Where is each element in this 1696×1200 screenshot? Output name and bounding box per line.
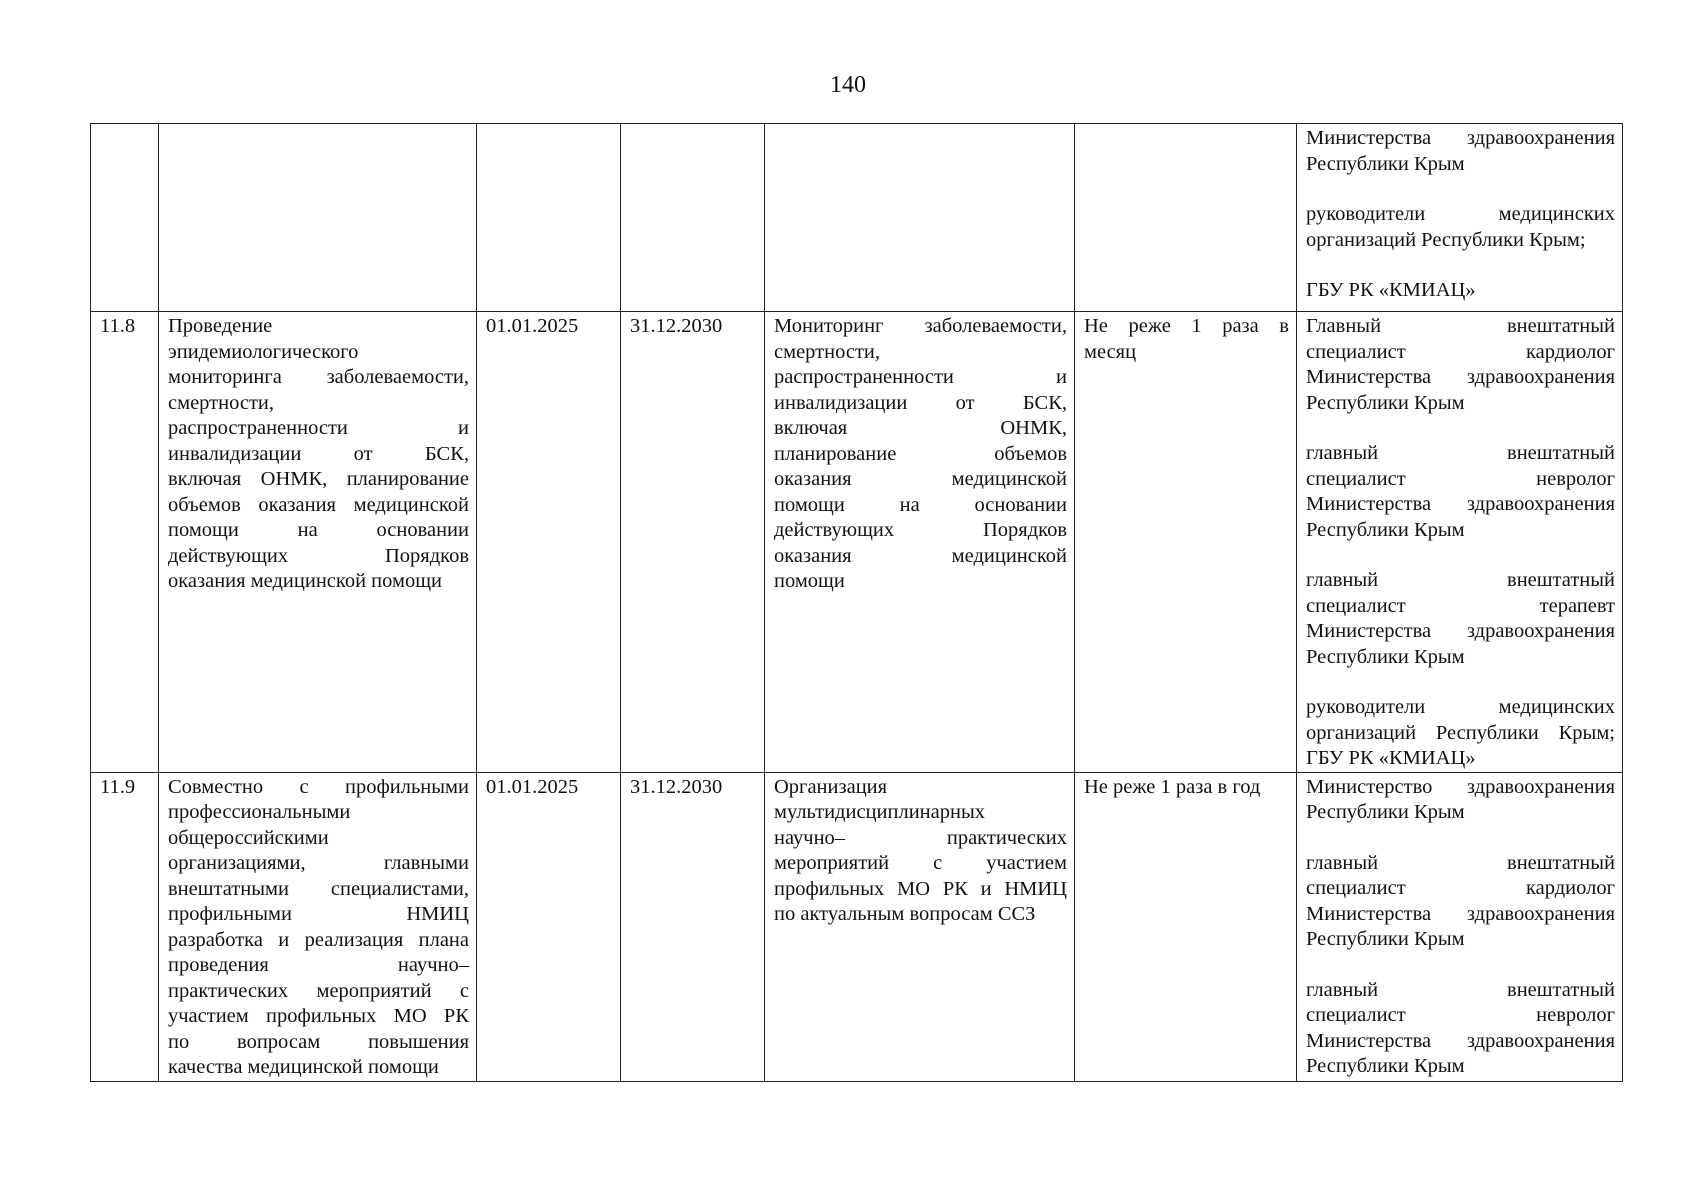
text-line: специалист кардиолог [1306, 877, 1615, 899]
text-line: действующих Порядков [168, 544, 469, 567]
text-line: ГБУ РК «КМИАЦ» [1306, 747, 1476, 769]
cell-frequency [1075, 772, 1297, 1081]
text-line: специалист терапевт [1306, 594, 1615, 617]
paragraph-gap [1306, 253, 1615, 278]
text-line: главный внештатный [1306, 569, 1615, 591]
cell-end-date: 31.12.2030 [621, 312, 765, 773]
text-line: профильными НМИЦ [168, 903, 469, 925]
text-line: Главный внештатный [1306, 315, 1615, 337]
text-line: главный внештатный [1306, 978, 1615, 1001]
text-line: внештатными специалистами, [168, 877, 469, 900]
text-line: действующих Порядков [774, 519, 1067, 541]
text-line: Министерства здравоохранения [1306, 620, 1615, 642]
text-line: руководители медицинских [1306, 696, 1615, 718]
text-line: Министерства здравоохранения [1306, 493, 1615, 515]
text-line: смертности, [774, 340, 880, 363]
text-line: специалист невролог [1306, 1004, 1615, 1026]
text-line: оказания медицинской помощи [168, 570, 442, 592]
cell-start-date [477, 124, 621, 312]
text-line: эпидемиологического [168, 340, 359, 363]
text-line: Министерства здравоохранения [1306, 366, 1615, 388]
text-line: научно– практических [774, 826, 1067, 849]
text-line: мультидисциплинарных [774, 801, 985, 823]
text-line: инвалидизации от БСК, [774, 391, 1067, 414]
cell-number: 11.9 [91, 772, 159, 1081]
text-line: разработка и реализация плана [168, 928, 469, 951]
text-line: организаций Республики Крым; [1306, 228, 1586, 251]
measures-table [90, 123, 1623, 1082]
text-line: профильных МО РК и НМИЦ [774, 877, 1067, 900]
cell-frequency [1075, 312, 1297, 773]
text-line: специалист невролог [1306, 467, 1615, 490]
text-line: организаций Республики Крым; [1306, 721, 1615, 744]
text-line: оказания медицинской [774, 544, 1067, 567]
text-line: общероссийскими [168, 826, 329, 849]
text-line: помощи [774, 570, 845, 592]
text-line: Министерства здравоохранения [1306, 1029, 1615, 1052]
text-line: Мониторинг заболеваемости, [774, 315, 1067, 337]
text-line: Министерства здравоохранения [1306, 127, 1615, 149]
text-line: Не реже 1 раза в год [1084, 775, 1261, 798]
text-line: Организация [774, 775, 888, 798]
table-row [91, 312, 1623, 773]
text-line: главный внештатный [1306, 851, 1615, 874]
text-line: распространенности и [168, 417, 469, 439]
text-line: мониторинга заболеваемости, [168, 366, 469, 388]
text-line: организациями, главными [168, 852, 469, 874]
text-line: помощи на основании [168, 519, 469, 541]
text-line: Министерство здравоохранения [1306, 775, 1615, 798]
cell-result [765, 312, 1075, 773]
text-line: по актуальным вопросам ССЗ [774, 903, 1036, 925]
text-line: специалист кардиолог [1306, 340, 1615, 363]
cell-result [765, 772, 1075, 1081]
paragraph-gap [1306, 953, 1615, 978]
page-number: 140 [830, 72, 866, 98]
cell-number: 11.8 [91, 312, 159, 773]
cell-event [159, 772, 477, 1081]
text-line: по вопросам повышения [168, 1030, 469, 1053]
text-line: главный внештатный [1306, 442, 1615, 464]
cell-event [159, 124, 477, 312]
text-line: мероприятий с участием [774, 852, 1067, 874]
text-line: руководители медицинских [1306, 203, 1615, 225]
text-line: профессиональными [168, 801, 351, 823]
text-line: ГБУ РК «КМИАЦ» [1306, 279, 1476, 301]
cell-end-date: 31.12.2030 [621, 772, 765, 1081]
cell-frequency [1075, 124, 1297, 312]
text-line: Республики Крым [1306, 391, 1465, 414]
text-line: Совместно с профильными [168, 775, 469, 798]
cell-responsible [1297, 772, 1623, 1081]
text-line: распространенности и [774, 366, 1067, 388]
text-line: месяц [1084, 340, 1137, 363]
text-line: включая ОНМК, [774, 417, 1067, 439]
text-line: качества медицинской помощи [168, 1056, 439, 1078]
text-line: Министерства здравоохранения [1306, 902, 1615, 925]
text-line: Не реже 1 раза в [1084, 315, 1289, 337]
text-line: помощи на основании [774, 493, 1067, 516]
text-line: Республики Крым [1306, 152, 1465, 175]
text-line: участием профильных МО РК [168, 1005, 469, 1027]
paragraph-gap [1306, 416, 1615, 441]
text-line: смертности, [168, 391, 274, 414]
text-line: включая ОНМК, планирование [168, 468, 469, 490]
text-line: объемов оказания медицинской [168, 493, 469, 516]
cell-end-date [621, 124, 765, 312]
cell-event [159, 312, 477, 773]
cell-start-date: 01.01.2025 [477, 772, 621, 1081]
cell-result [765, 124, 1075, 312]
text-line: Республики Крым [1306, 801, 1465, 823]
text-line: Республики Крым [1306, 518, 1465, 541]
paragraph-gap [1306, 177, 1615, 202]
text-line: Республики Крым [1306, 928, 1465, 950]
cell-responsible [1297, 312, 1623, 773]
paragraph-gap [1306, 826, 1615, 851]
table-row [91, 772, 1623, 1081]
table-row [91, 124, 1623, 312]
text-line: инвалидизации от БСК, [168, 442, 469, 465]
cell-responsible [1297, 124, 1623, 312]
text-line: практических мероприятий с [168, 979, 469, 1002]
text-line: проведения научно– [168, 954, 469, 976]
paragraph-gap [1306, 543, 1615, 568]
text-line: Республики Крым [1306, 1055, 1465, 1077]
paragraph-gap [1306, 670, 1615, 695]
cell-start-date: 01.01.2025 [477, 312, 621, 773]
text-line: Проведение [168, 315, 273, 337]
cell-number [91, 124, 159, 312]
text-line: планирование объемов [774, 442, 1067, 465]
text-line: оказания медицинской [774, 468, 1067, 490]
text-line: Республики Крым [1306, 645, 1465, 668]
